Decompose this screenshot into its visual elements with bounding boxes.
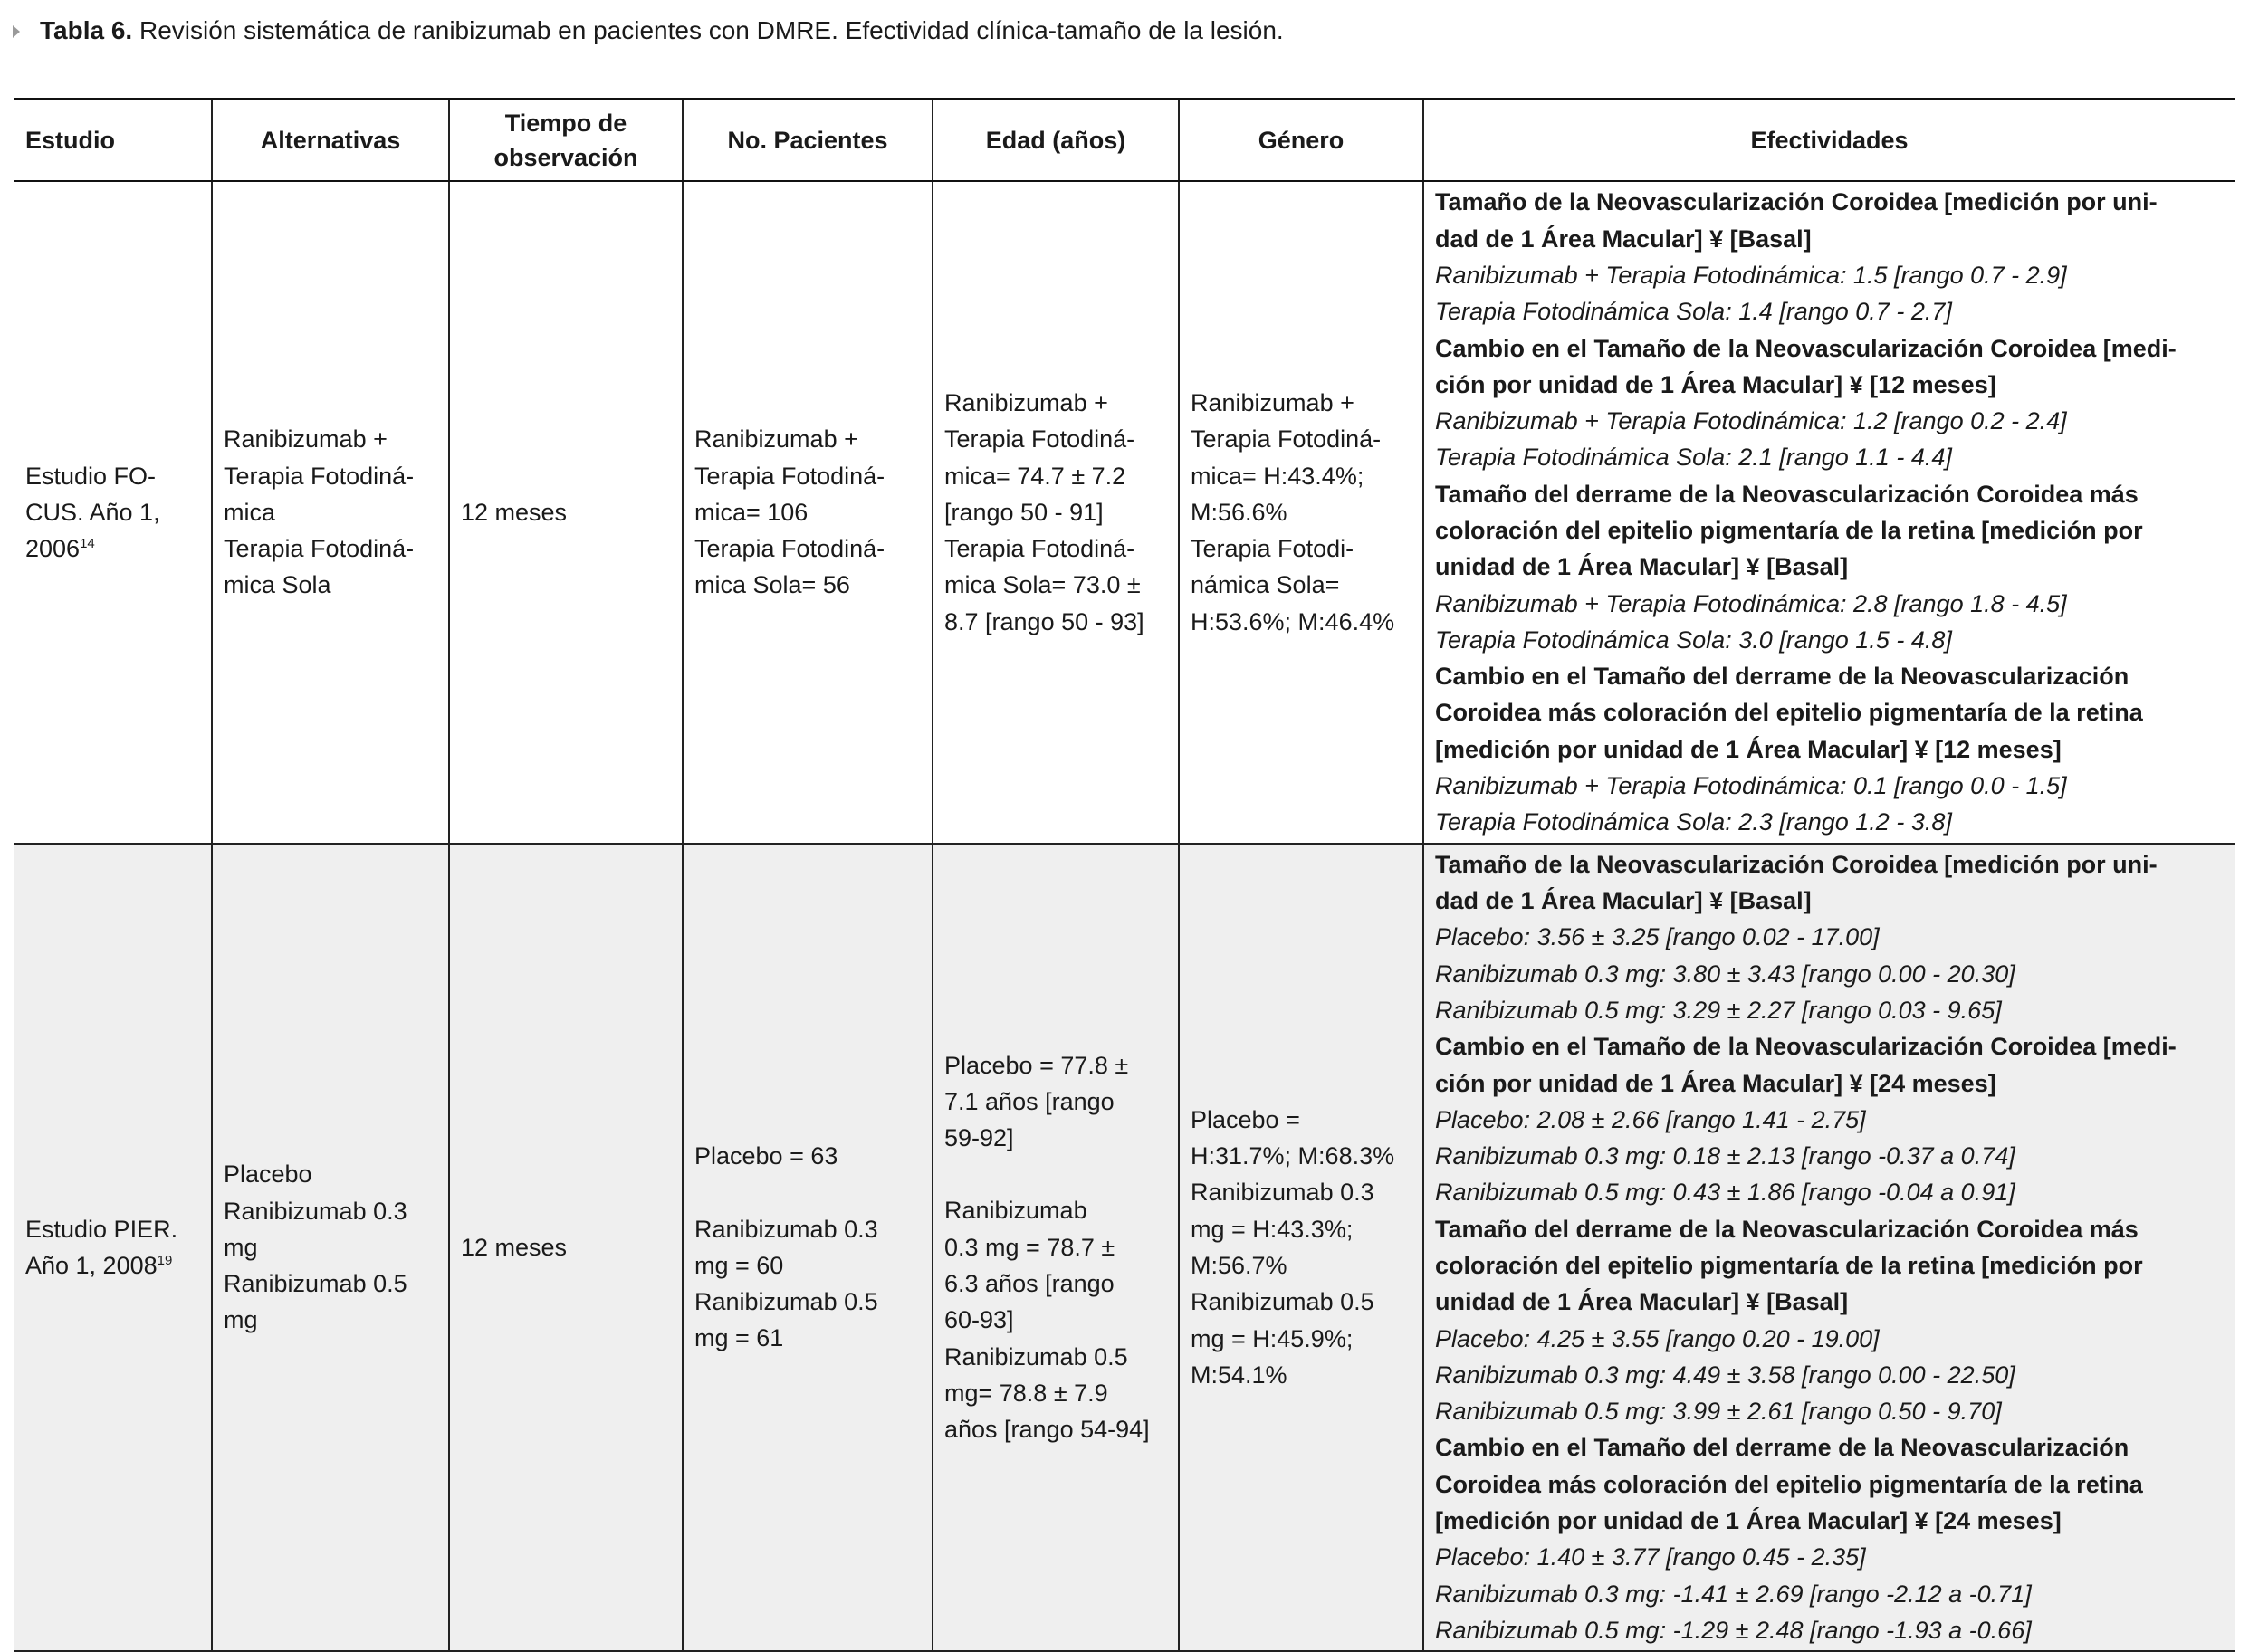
table-row: [14, 844, 2235, 1651]
estudio-line: CUS. Año 1,: [25, 498, 160, 526]
table-row: [14, 181, 2235, 844]
alternativas-line: Ranibizumab +: [224, 425, 388, 454]
edad-line: Ranibizumab: [944, 1197, 1087, 1225]
cell-pacientes: [683, 844, 933, 1651]
efectividad-heading-line: Coroidea más coloración del epitelio pigmentaría de la retina: [1435, 699, 2143, 727]
line-spacer: [694, 1175, 921, 1211]
genero-line: Ranibizumab 0.3: [1191, 1179, 1374, 1207]
efectividad-value-line: Terapia Fotodinámica Sola: 3.0 [rango 1.5 - 4.8]: [1435, 625, 1952, 654]
genero-line: Ranibizumab 0.5: [1191, 1288, 1374, 1316]
efectividad-value-line: Terapia Fotodinámica Sola: 2.1 [rango 1.1 - 4.4]: [1435, 444, 1952, 472]
efectividad-heading-line: Cambio en el Tamaño de la Neovascularización Coroidea [medi-: [1435, 1033, 2177, 1061]
efectividad-heading-line: Tamaño del derrame de la Neovascularización Coroidea más: [1435, 480, 2139, 508]
caption-label: Tabla 6.: [40, 16, 133, 44]
edad-line: 8.7 [rango 50 - 93]: [944, 607, 1144, 635]
edad-line: Terapia Fotodiná-: [944, 535, 1135, 563]
cell-pacientes: [683, 181, 933, 844]
cell-efectividades: [1423, 181, 2235, 844]
cell-alternativas: [212, 181, 449, 844]
alternativas-line: mica Sola: [224, 571, 331, 599]
pacientes-line: Ranibizumab 0.5: [694, 1288, 878, 1316]
pacientes-line: mica= 106: [694, 498, 809, 526]
header-edad: Edad (años): [933, 100, 1179, 182]
efectividad-heading-line: [medición por unidad de 1 Área Macular] ¥ [12 meses]: [1435, 735, 2062, 763]
estudio-line: 2006: [25, 535, 81, 563]
edad-line: mg= 78.8 ± 7.9: [944, 1379, 1108, 1407]
cell-edad: [933, 844, 1179, 1651]
caption-bullet-icon: [13, 25, 20, 38]
efectividad-heading-line: unidad de 1 Área Macular] ¥ [Basal]: [1435, 1288, 1849, 1316]
edad-line: años [rango 54-94]: [944, 1416, 1150, 1444]
efectividad-value-line: Placebo: 2.08 ± 2.66 [rango 1.41 - 2.75]: [1435, 1105, 1866, 1133]
genero-line: Terapia Fotodi-: [1191, 535, 1354, 563]
cell-estudio: [14, 181, 212, 844]
efectividad-heading-line: coloración del epitelio pigmentaría de la retina [medición por: [1435, 517, 2143, 544]
efectividad-value-line: Ranibizumab + Terapia Fotodinámica: 1.2 [rango 0.2 - 2.4]: [1435, 407, 2067, 435]
edad-line: 59-92]: [944, 1124, 1014, 1152]
efectividad-value-line: Ranibizumab 0.3 mg: 0.18 ± 2.13 [rango -0.37 a 0.74]: [1435, 1142, 2015, 1170]
cell-edad: [933, 181, 1179, 844]
cell-efectividades: [1423, 844, 2235, 1651]
header-genero: Género: [1179, 100, 1423, 182]
edad-line: mica Sola= 73.0 ±: [944, 571, 1141, 599]
estudio-line: Estudio FO-: [25, 462, 157, 490]
efectividad-heading-line: coloración del epitelio pigmentaría de la retina [medición por: [1435, 1252, 2143, 1279]
efectividad-heading-line: Cambio en el Tamaño del derrame de la Neovascularización: [1435, 663, 2129, 691]
edad-line: 7.1 años [rango: [944, 1087, 1115, 1115]
pacientes-line: mica Sola= 56: [694, 571, 850, 599]
genero-line: mg = H:45.9%;: [1191, 1324, 1354, 1352]
genero-line: M:56.7%: [1191, 1252, 1287, 1279]
genero-line: námica Sola=: [1191, 571, 1340, 599]
efectividad-value-line: Ranibizumab 0.3 mg: 3.80 ± 3.43 [rango 0.00 - 20.30]: [1435, 960, 2015, 988]
genero-line: mica= H:43.4%;: [1191, 462, 1364, 490]
genero-line: Terapia Fotodiná-: [1191, 425, 1382, 454]
efectividad-value-line: Ranibizumab 0.5 mg: 3.29 ± 2.27 [rango 0.03 - 9.65]: [1435, 996, 2002, 1024]
header-tiempo: [449, 100, 683, 182]
caption-text: Revisión sistemática de ranibizumab en pacientes con DMRE. Efectividad clínica-tamaño de la lesión.: [132, 16, 1284, 44]
efectividad-value-line: Placebo: 1.40 ± 3.77 [rango 0.45 - 2.35]: [1435, 1543, 1866, 1571]
alternativas-line: mg: [224, 1306, 258, 1334]
efectividad-heading-line: Tamaño del derrame de la Neovascularización Coroidea más: [1435, 1215, 2139, 1243]
edad-line: 60-93]: [944, 1306, 1014, 1334]
alternativas-line: Ranibizumab 0.5: [224, 1270, 407, 1298]
efectividad-value-line: Placebo: 4.25 ± 3.55 [rango 0.20 - 19.00]: [1435, 1324, 1880, 1352]
edad-line: Terapia Fotodiná-: [944, 425, 1135, 454]
estudio-line: Año 1, 2008: [25, 1252, 158, 1279]
genero-line: Ranibizumab +: [1191, 388, 1354, 416]
edad-line: Ranibizumab 0.5: [944, 1342, 1128, 1370]
alternativas-line: Terapia Fotodiná-: [224, 535, 415, 563]
alternativas-line: Ranibizumab 0.3: [224, 1197, 407, 1225]
line-spacer: [944, 1156, 1167, 1192]
pacientes-line: mg = 60: [694, 1251, 784, 1279]
edad-line: Placebo = 77.8 ±: [944, 1051, 1129, 1079]
efectividad-heading-line: Tamaño de la Neovascularización Coroidea [medición por uni-: [1435, 850, 2158, 878]
cell-tiempo: 12 meses: [449, 844, 683, 1651]
genero-line: H:53.6%; M:46.4%: [1191, 607, 1395, 635]
reference-number: 19: [157, 1253, 173, 1268]
header-tiempo-line2: observación: [493, 144, 638, 171]
pacientes-line: Terapia Fotodiná-: [694, 535, 885, 563]
table-caption: [13, 13, 1284, 49]
pacientes-line: Placebo = 63: [694, 1142, 838, 1170]
efectividad-value-line: Ranibizumab 0.5 mg: 0.43 ± 1.86 [rango -0.04 a 0.91]: [1435, 1179, 2015, 1207]
efectividad-heading-line: Cambio en el Tamaño de la Neovascularización Coroidea [medi-: [1435, 334, 2177, 362]
efectividad-value-line: Placebo: 3.56 ± 3.25 [rango 0.02 - 17.00]: [1435, 923, 1880, 951]
cell-genero: [1179, 844, 1423, 1651]
pacientes-line: mg = 61: [694, 1324, 784, 1352]
efectividad-heading-line: Coroidea más coloración del epitelio pigmentaría de la retina: [1435, 1470, 2143, 1498]
efectividad-value-line: Terapia Fotodinámica Sola: 2.3 [rango 1.2 - 3.8]: [1435, 808, 1952, 836]
efectividad-value-line: Ranibizumab 0.3 mg: -1.41 ± 2.69 [rango -2.12 a -0.71]: [1435, 1580, 2032, 1608]
alternativas-line: mg: [224, 1233, 258, 1261]
estudio-line: Estudio PIER.: [25, 1215, 178, 1243]
cell-estudio: [14, 844, 212, 1651]
efectividad-heading-line: [medición por unidad de 1 Área Macular] ¥ [24 meses]: [1435, 1507, 2062, 1535]
reference-number: 14: [80, 536, 95, 552]
pacientes-line: Ranibizumab +: [694, 425, 858, 454]
header-alternativas: Alternativas: [212, 100, 449, 182]
efectividad-heading-line: Tamaño de la Neovascularización Coroidea [medición por uni-: [1435, 188, 2158, 216]
header-efectividades: Efectividades: [1423, 100, 2235, 182]
efectividad-value-line: Ranibizumab + Terapia Fotodinámica: 0.1 [rango 0.0 - 1.5]: [1435, 772, 2067, 800]
efectividad-value-line: Ranibizumab 0.5 mg: 3.99 ± 2.61 [rango 0.50 - 9.70]: [1435, 1398, 2002, 1426]
efectividad-heading-line: ción por unidad de 1 Área Macular] ¥ [24 meses]: [1435, 1069, 1996, 1097]
genero-line: mg = H:43.3%;: [1191, 1215, 1354, 1243]
edad-line: mica= 74.7 ± 7.2: [944, 462, 1126, 490]
alternativas-line: mica: [224, 498, 276, 526]
edad-line: 6.3 años [rango: [944, 1270, 1115, 1297]
edad-line: Ranibizumab +: [944, 388, 1108, 416]
cell-genero: [1179, 181, 1423, 844]
efectividad-heading-line: unidad de 1 Área Macular] ¥ [Basal]: [1435, 553, 1849, 581]
header-estudio: Estudio: [14, 100, 212, 182]
efectividad-value-line: Ranibizumab + Terapia Fotodinámica: 1.5 [rango 0.7 - 2.9]: [1435, 261, 2067, 289]
efectividad-heading-line: dad de 1 Área Macular] ¥ [Basal]: [1435, 224, 1812, 253]
alternativas-line: Terapia Fotodiná-: [224, 462, 415, 490]
efectividad-heading-line: Cambio en el Tamaño del derrame de la Neovascularización: [1435, 1434, 2129, 1462]
cell-tiempo: 12 meses: [449, 181, 683, 844]
pacientes-line: Ranibizumab 0.3: [694, 1215, 878, 1243]
header-pacientes: No. Pacientes: [683, 100, 933, 182]
efectividad-value-line: Terapia Fotodinámica Sola: 1.4 [rango 0.7 - 2.7]: [1435, 298, 1952, 326]
alternativas-line: Placebo: [224, 1160, 312, 1189]
header-row: [14, 100, 2235, 182]
efectividad-heading-line: dad de 1 Área Macular] ¥ [Basal]: [1435, 887, 1812, 915]
pacientes-line: Terapia Fotodiná-: [694, 462, 885, 490]
edad-line: [rango 50 - 91]: [944, 498, 1104, 526]
genero-line: M:56.6%: [1191, 498, 1287, 526]
efectividad-value-line: Ranibizumab 0.3 mg: 4.49 ± 3.58 [rango 0.00 - 22.50]: [1435, 1361, 2015, 1389]
genero-line: M:54.1%: [1191, 1361, 1287, 1389]
results-table: [14, 98, 2235, 1652]
genero-line: Placebo =: [1191, 1105, 1300, 1133]
efectividad-value-line: Ranibizumab 0.5 mg: -1.29 ± 2.48 [rango -1.93 a -0.66]: [1435, 1616, 2032, 1644]
genero-line: H:31.7%; M:68.3%: [1191, 1142, 1395, 1170]
edad-line: 0.3 mg = 78.7 ±: [944, 1233, 1115, 1261]
efectividad-heading-line: ción por unidad de 1 Área Macular] ¥ [12 meses]: [1435, 370, 1996, 398]
efectividad-value-line: Ranibizumab + Terapia Fotodinámica: 2.8 [rango 1.8 - 4.5]: [1435, 589, 2067, 617]
cell-alternativas: [212, 844, 449, 1651]
header-tiempo-line1: Tiempo de: [504, 110, 627, 137]
